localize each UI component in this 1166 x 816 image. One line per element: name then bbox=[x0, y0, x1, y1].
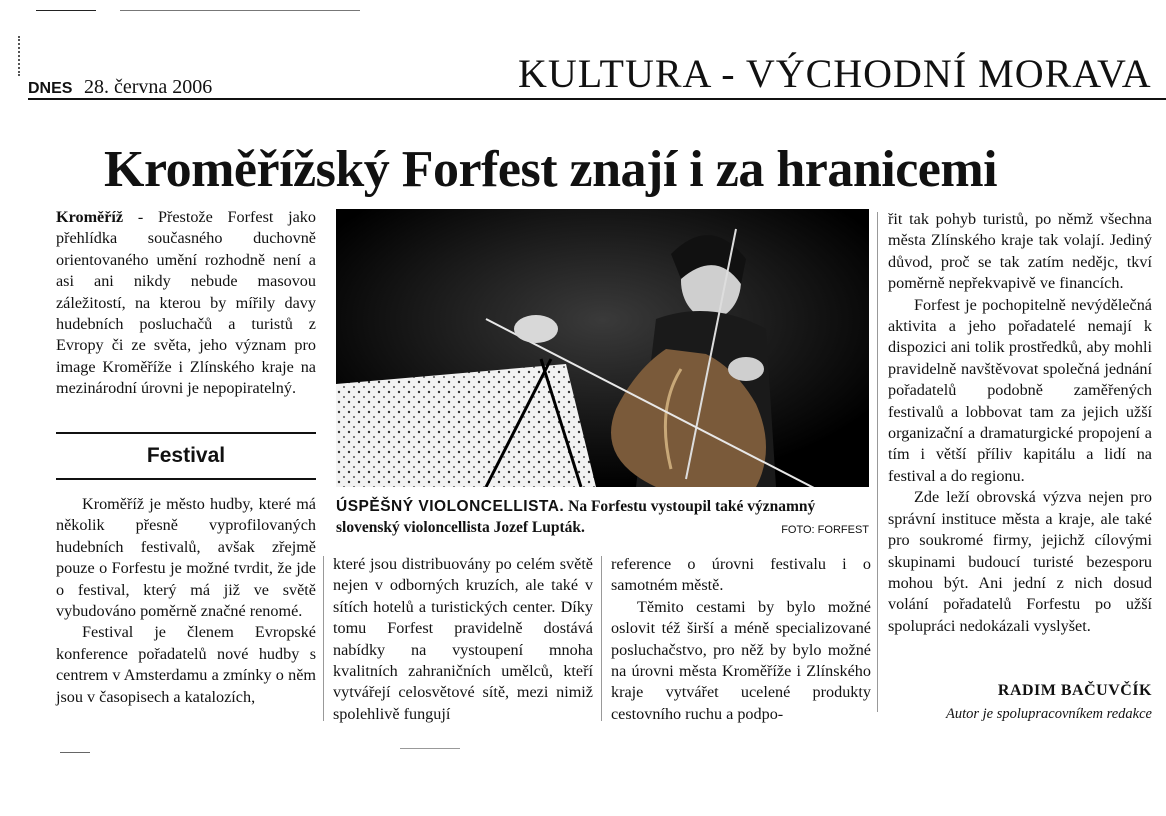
column-3-body bbox=[611, 554, 871, 725]
section-title: KULTURA - VÝCHODNÍ MORAVA bbox=[518, 51, 1152, 96]
column-2-body bbox=[333, 554, 593, 725]
paper-name: DNES bbox=[28, 80, 73, 97]
paragraph: které jsou distribuovány po celém světě nejen v odborných kruzích, ale také v sítích hotelů a turistických center. Díky tomu Forfest pravidelně dostává nabídky na vystoupení mnoha kvalitních zahraničních umělců, kteří vytvářejí celosvětové sítě, mezi nimiž spolehlivě fungují bbox=[333, 555, 593, 723]
column-divider bbox=[877, 212, 878, 712]
scan-artifact bbox=[60, 752, 90, 753]
caption-text: Na Forfestu vystoupil také významný slovenský violoncellista Jozef Lupták. bbox=[336, 498, 816, 536]
subhead-box bbox=[56, 432, 316, 480]
paragraph: reference o úrovni festivalu i o samotném městě. bbox=[611, 555, 871, 595]
scan-artifact bbox=[400, 748, 460, 749]
issue-date: 28. června 2006 bbox=[84, 76, 213, 98]
subhead-festival: Festival bbox=[146, 444, 226, 467]
scan-artifact bbox=[0, 36, 20, 76]
column-4-body bbox=[888, 209, 1152, 637]
column-1-body bbox=[56, 494, 316, 708]
lead-text: - Přestože Forfest jako přehlídka současného duchovně orientovaného umění rozhodně není a asi ani nikdy nebude masovou záležitostí, na kterou by mířily davy hudebních posluchačů a turistů z Evropy či ze světa, jeho význam pro image Kroměříže i Zlínského kraje na mezinárodní úrovni je nepopiratelný. bbox=[56, 208, 316, 398]
column-divider bbox=[601, 556, 602, 721]
article-headline: Kroměřížský Forfest znají i za hranicemi bbox=[104, 141, 998, 198]
paragraph: Těmito cestami by bylo možné oslovit též širší a méně specializované posluchačstvo, pro něž by bylo možné na úrovni města Kroměříže i Zlínského kraje vytvářet ucelené produkty cestovního ruchu a podpo- bbox=[611, 597, 871, 723]
paragraph: Forfest je pochopitelně nevýdělečná aktivita a jeho pořadatelé nemají k dispozici ani tolik prostředků, aby mohli pravidelně navštěvovat společná jednání pořadatelů podobně zaměřených festivalů a lobbovat tam za jejich užší organizační a dramaturgické propojení a tím i větší příliv kapitálu a lidí na festival a do regionu. bbox=[888, 295, 1152, 485]
cellist-photo bbox=[336, 209, 869, 487]
article-photo bbox=[336, 209, 869, 487]
lead-paragraph bbox=[56, 207, 316, 400]
photo-caption bbox=[336, 496, 869, 541]
author-note: Autor je spolupracovníkem redakce bbox=[945, 706, 1152, 722]
paragraph: řit tak pohyb turistů, po němž všechna města Zlínského kraje tak volají. Jediný důvod, proč se tak zatím nedějc, tkví poměrně nepřekvapivě ve financích. bbox=[888, 210, 1152, 293]
caption-lead: ÚSPĚŠNÝ VIOLONCELLISTA. bbox=[336, 498, 565, 515]
scan-artifact bbox=[120, 10, 360, 11]
masthead-rule bbox=[28, 98, 1166, 100]
author-name: RADIM BAČUVČÍK bbox=[997, 682, 1152, 699]
photo-credit: FOTO: FORFEST bbox=[781, 524, 869, 536]
paragraph: Kroměříž je město hudby, které má několik přesně vyprofilovaných hudebních festivalů, avšak zřejmě pouze o Forfestu je možné tvrdit, že jde o festival, který má již ve světě vybudováno poměrně značné renomé. bbox=[56, 495, 316, 621]
column-divider bbox=[323, 556, 324, 721]
paragraph: Zde leží obrovská výzva nejen pro správní instituce města a kraje, ale také pro soukromé firmy, jejichž cílovými skupinami budoucí turisté bezesporu mohou být. Ani jední z nich dosud volání pořadatelů Forfestu po užší spolupráci nedokázali vyslyšet. bbox=[888, 488, 1152, 635]
paragraph: Festival je členem Evropské konference pořadatelů nové hudby s centrem v Amsterdamu a zmínky o něm jsou v časopisech a katalozích, bbox=[56, 623, 316, 706]
masthead bbox=[28, 51, 1166, 102]
dateline: Kroměříž bbox=[56, 208, 124, 226]
scan-artifact bbox=[36, 10, 96, 11]
